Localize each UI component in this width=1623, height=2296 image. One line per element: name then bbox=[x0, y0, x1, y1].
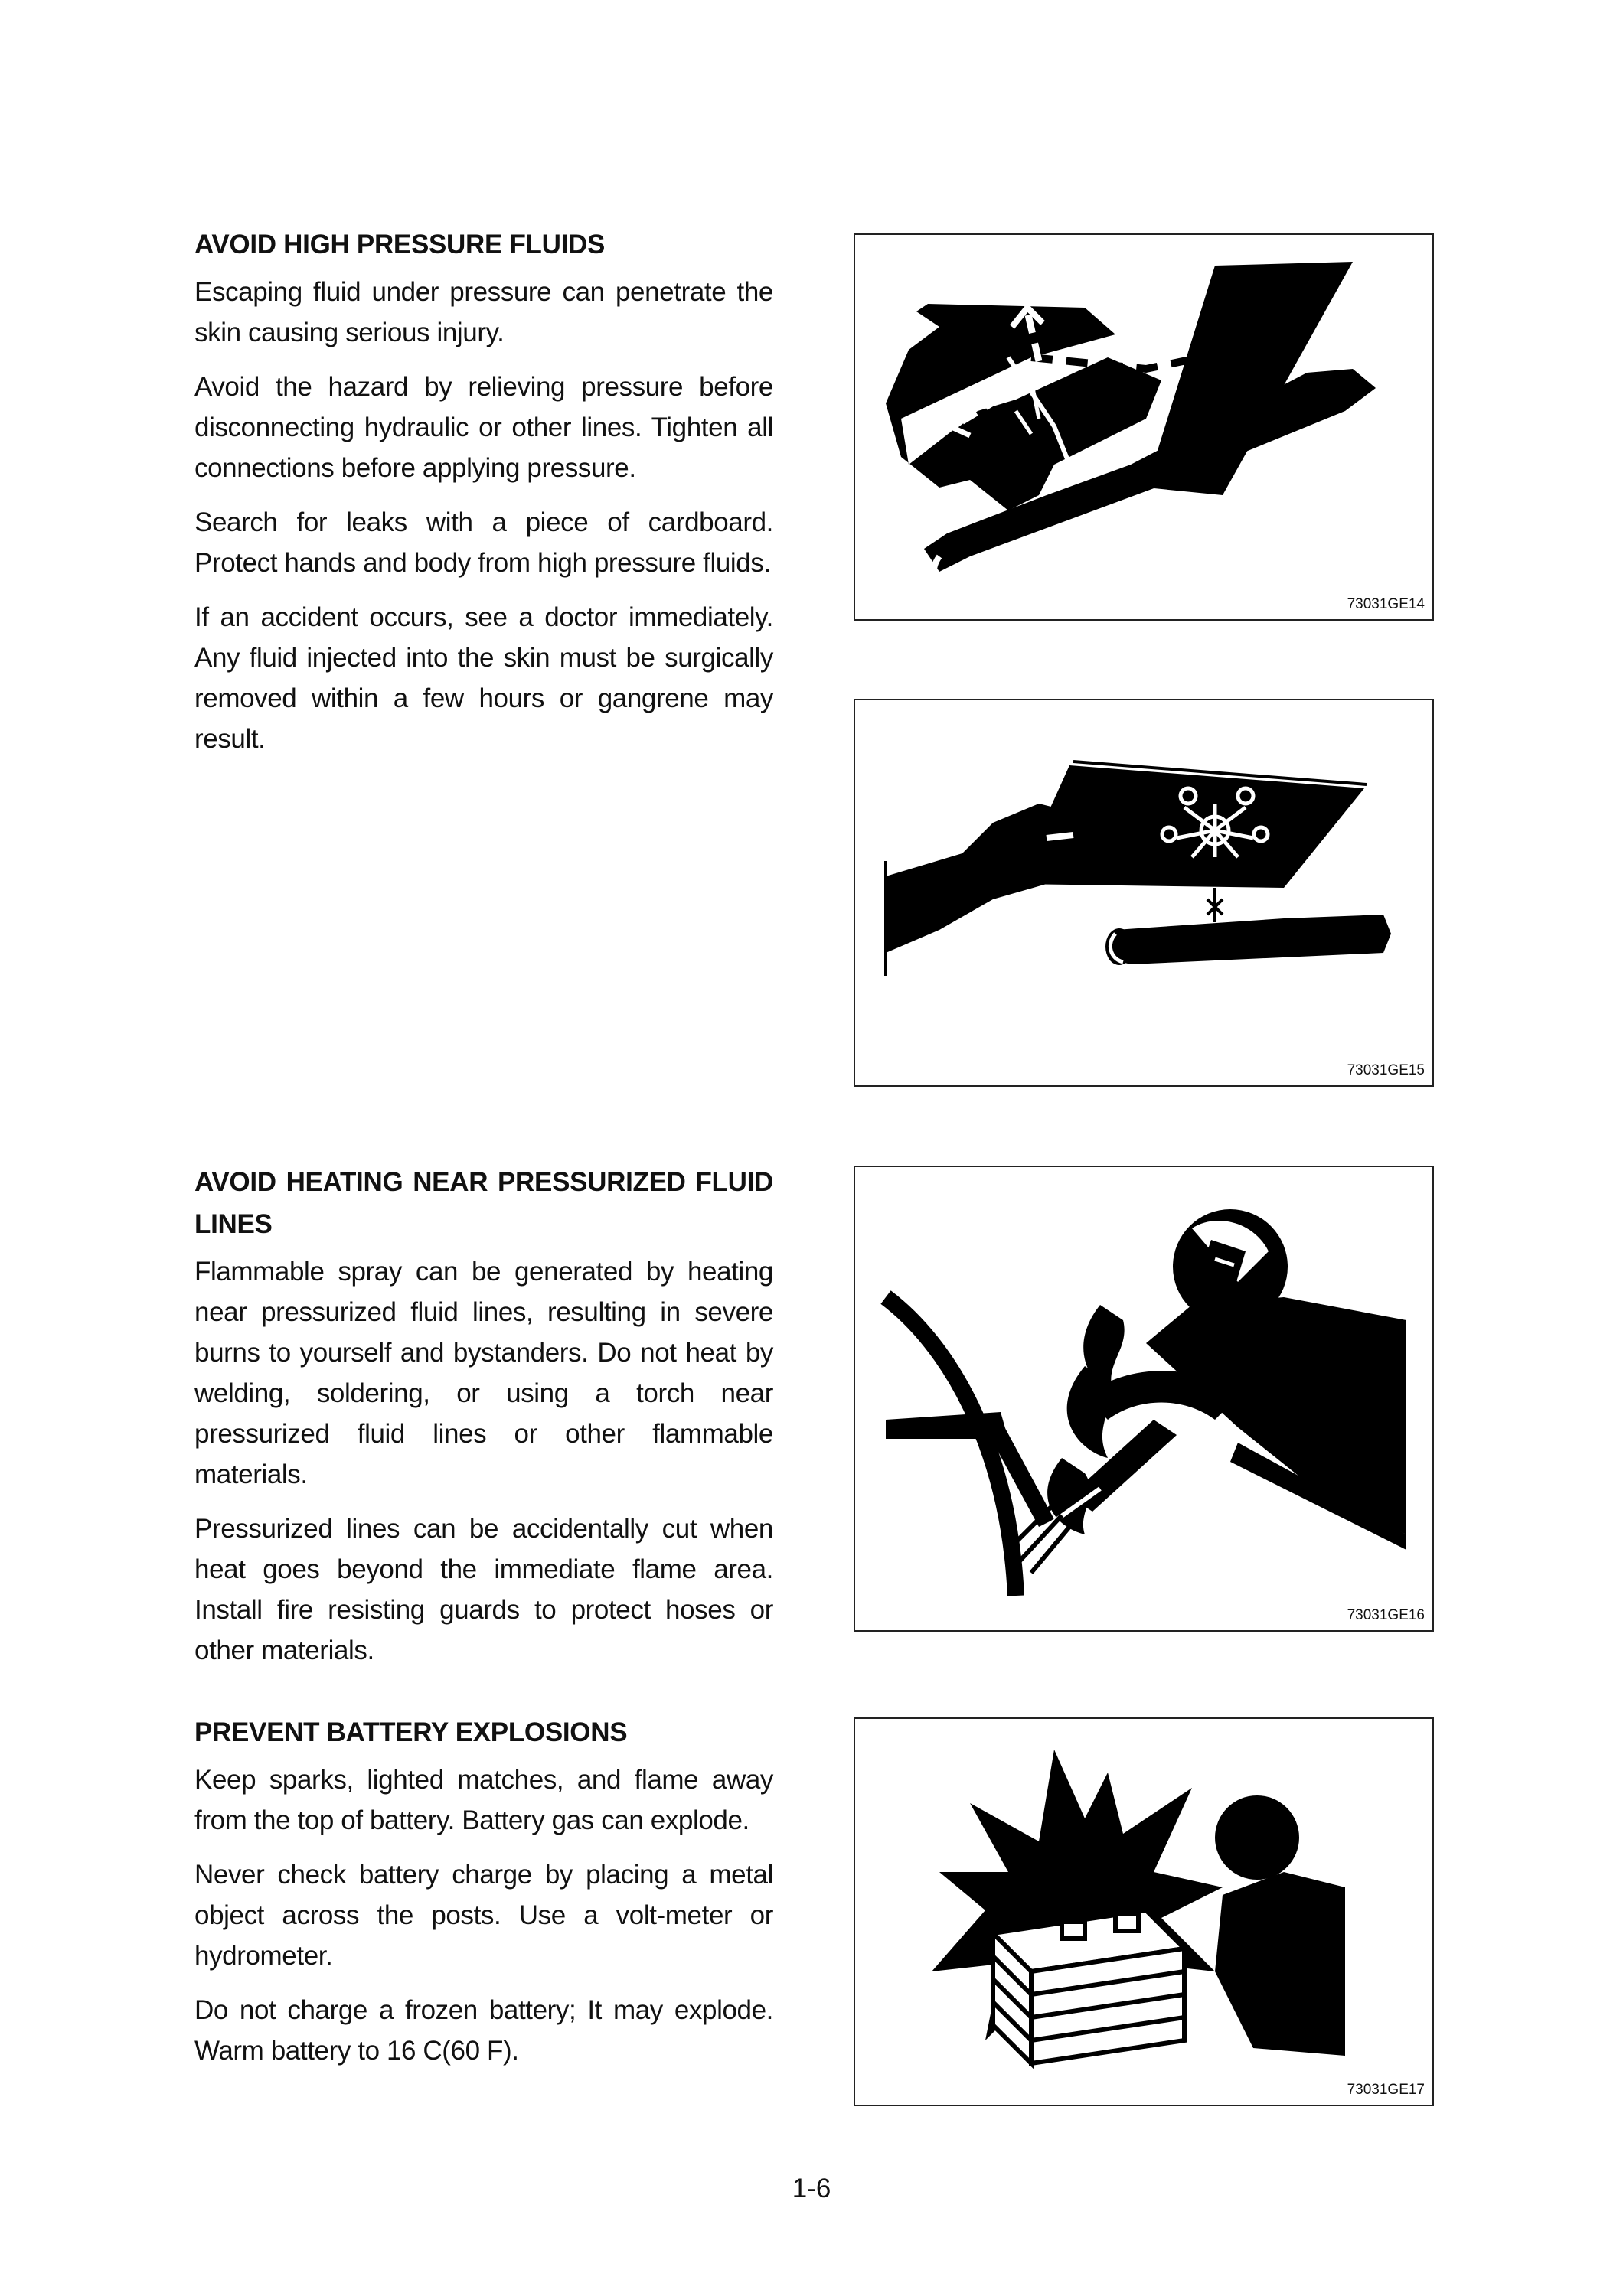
welder-torch-icon bbox=[855, 1167, 1432, 1630]
section-heading: PREVENT BATTERY EXPLOSIONS bbox=[194, 1717, 628, 1747]
paragraph: Pressurized lines can be accidentally cut when heat goes beyond the immediate flame area. Install fire resisting guards to protect hoses or other materials. bbox=[194, 1514, 773, 1665]
cardboard-leak-check-icon bbox=[855, 700, 1432, 1085]
paragraph: Escaping fluid under pressure can penetrate the skin causing serious injury. bbox=[194, 277, 773, 347]
figure-cardboard-check bbox=[854, 699, 1434, 1087]
figure-battery-explosion bbox=[854, 1717, 1434, 2106]
paragraph: If an accident occurs, see a doctor immediately. Any fluid injected into the skin must be surgically removed within a few hours or gangrene may result. bbox=[194, 602, 773, 754]
figure-welder bbox=[854, 1166, 1434, 1632]
section-high-pressure-fluids bbox=[194, 223, 773, 773]
figure-code: 73031GE15 bbox=[1347, 1062, 1425, 1078]
hand-fluid-injection-icon bbox=[855, 235, 1432, 619]
section-heating-pressurized-lines bbox=[194, 1161, 773, 1684]
battery-explosion-icon bbox=[855, 1719, 1432, 2105]
section-heading: AVOID HEATING NEAR PRESSURIZED FLUID LINES bbox=[194, 1167, 773, 1239]
section-heading: AVOID HIGH PRESSURE FLUIDS bbox=[194, 230, 606, 259]
section-battery-explosions bbox=[194, 1711, 773, 2085]
paragraph: Search for leaks with a piece of cardboard. Protect hands and body from high pressure fluids. bbox=[194, 507, 773, 578]
figure-code: 73031GE16 bbox=[1347, 1607, 1425, 1623]
paragraph: Never check battery charge by placing a metal object across the posts. Use a volt-meter or hydrometer. bbox=[194, 1860, 773, 1971]
page-number: 1-6 bbox=[792, 2174, 831, 2203]
paragraph: Flammable spray can be generated by heating near pressurized fluid lines, resulting in severe burns to yourself and bystanders. Do not heat by welding, soldering, or using a torch near pressurized fluid lines or other flammable materials. bbox=[194, 1257, 773, 1489]
paragraph: Avoid the hazard by relieving pressure before disconnecting hydraulic or other lines. Tighten all connections before applying pressure. bbox=[194, 372, 773, 483]
paragraph: Do not charge a frozen battery; It may explode. Warm battery to 16 C(60 F). bbox=[194, 1995, 773, 2066]
figure-code: 73031GE14 bbox=[1347, 596, 1425, 612]
paragraph: Keep sparks, lighted matches, and flame away from the top of battery. Battery gas can explode. bbox=[194, 1765, 773, 1835]
figure-fluid-injection bbox=[854, 233, 1434, 621]
figure-code: 73031GE17 bbox=[1347, 2082, 1425, 2098]
